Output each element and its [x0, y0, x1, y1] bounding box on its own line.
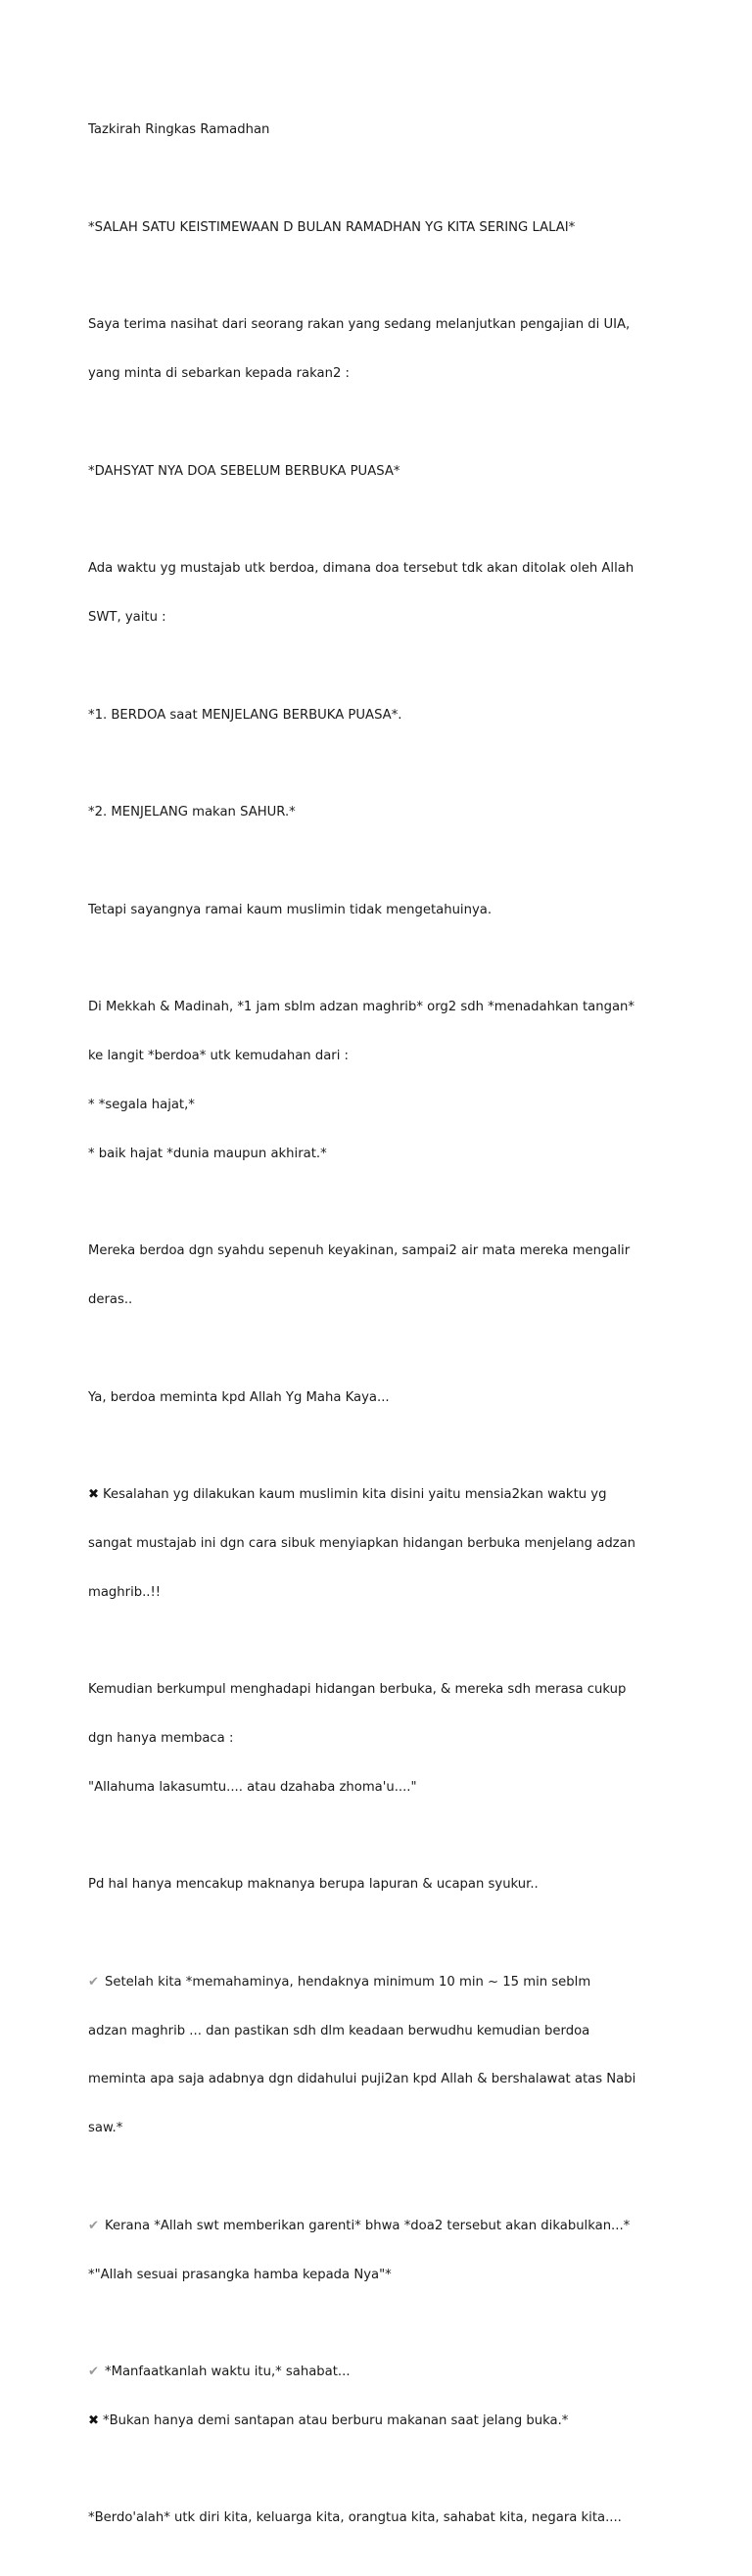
berdoalah-text: *Berdo'alah* utk diri kita, keluarga kita, orangtua kita, sahabat kita, negara kita....	[88, 2510, 622, 2526]
intro-line: Saya terima nasihat dari seorang rakan yang sedang melanjutkan pengajian di UIA,	[88, 317, 631, 333]
tetapi-text: Tetapi sayangnya ramai kaum muslimin tidak mengetahuinya.	[88, 902, 493, 917]
check-icon: ✔	[88, 2365, 100, 2380]
setelah-line: adzan maghrib ... dan pastikan sdh dlm keadaan berwudhu kemudian berdoa	[88, 2023, 590, 2038]
point-two-text: *2. MENJELANG makan SAHUR.*	[88, 805, 296, 820]
mekkah-line: Di Mekkah & Madinah, *1 jam sblm adzan maghrib* org2 sdh *menadahkan tangan*	[88, 1000, 634, 1015]
mekkah-paragraph	[88, 967, 676, 1194]
mereka-line: Mereka berdoa dgn syahdu sepenuh keyakinan, sampai2 air mata mereka mengalir	[88, 1243, 631, 1259]
waktu-paragraph	[88, 529, 676, 659]
document-title	[88, 90, 676, 171]
ya-text: Ya, berdoa meminta kpd Allah Yg Maha Kaya...	[88, 1389, 390, 1405]
pd-text: Pd hal hanya mencakup maknanya berupa lapuran & ucapan syukur..	[88, 1877, 539, 1893]
doa-quote: "Allahuma lakasumtu.... atau dzahaba zhoma'u...."	[88, 1779, 417, 1795]
bukan-text: *Bukan hanya demi santapan atau berburu makanan saat jelang buka.*	[103, 2412, 569, 2428]
intro-line: yang minta di sebarkan kepada rakan2 :	[88, 366, 350, 382]
heading1-text: *SALAH SATU KEISTIMEWAAN D BULAN RAMADHAN YG KITA SERING LALAI*	[88, 219, 576, 235]
kerana-line: *"Allah sesuai prasangka hamba kepada Nya"*	[88, 2267, 392, 2282]
berdoalah-paragraph	[88, 2478, 676, 2559]
setelah-line: meminta apa saja adabnya dgn didahului puji2an kpd Allah & bershalawat atas Nabi	[88, 2072, 636, 2087]
tetapi-paragraph	[88, 870, 676, 952]
kerana-paragraph	[88, 2186, 676, 2317]
kemudian-line: Kemudian berkumpul menghadapi hidangan berbuka, & mereka sdh merasa cukup	[88, 1682, 627, 1698]
document-body	[88, 90, 676, 2576]
hajat-bullet: * baik hajat *dunia maupun akhirat.*	[88, 1146, 327, 1161]
intro-paragraph	[88, 285, 676, 415]
waktu-line: SWT, yaitu :	[88, 610, 166, 625]
heading-dahsyat-doa	[88, 431, 676, 512]
point-two	[88, 773, 676, 854]
check-icon: ✔	[88, 1974, 100, 1990]
manfaat-text: *Manfaatkanlah waktu itu,* sahabat...	[105, 2365, 351, 2380]
mereka-paragraph	[88, 1211, 676, 1341]
kesalahan-line: sangat mustajab ini dgn cara sibuk menyiapkan hidangan berbuka menjelang adzan	[88, 1535, 636, 1551]
mereka-line: deras..	[88, 1291, 133, 1307]
waktu-line: Ada waktu yg mustajab utk berdoa, dimana doa tersebut tdk akan ditolak oleh Allah	[88, 561, 634, 577]
manfaat-paragraph	[88, 2332, 676, 2462]
hajat-bullet: * *segala hajat,*	[88, 1097, 195, 1112]
point-one	[88, 675, 676, 756]
cross-icon: ✖	[88, 2412, 100, 2428]
point-one-text: *1. BERDOA saat MENJELANG BERBUKA PUASA*.	[88, 707, 402, 723]
setelah-line: Setelah kita *memahaminya, hendaknya minimum 10 min ~ 15 min seblm	[105, 1974, 591, 1990]
kemudian-paragraph	[88, 1650, 676, 1829]
kemudian-line: dgn hanya membaca :	[88, 1730, 234, 1746]
kerana-line: Kerana *Allah swt memberikan garenti* bhwa *doa2 tersebut akan dikabulkan...*	[105, 2218, 631, 2233]
heading-keistimewaan	[88, 188, 676, 269]
heading2-text: *DAHSYAT NYA DOA SEBELUM BERBUKA PUASA*	[88, 463, 400, 479]
pd-paragraph	[88, 1845, 676, 1926]
check-icon: ✔	[88, 2218, 100, 2233]
kesalahan-line: Kesalahan yg dilakukan kaum muslimin kita disini yaitu mensia2kan waktu yg	[103, 1487, 607, 1503]
title-text: Tazkirah Ringkas Ramadhan	[88, 122, 270, 138]
ya-paragraph	[88, 1357, 676, 1438]
setelah-paragraph	[88, 1943, 676, 2170]
cross-icon: ✖	[88, 1487, 100, 1503]
kesalahan-paragraph	[88, 1455, 676, 1634]
mekkah-line: ke langit *berdoa* utk kemudahan dari :	[88, 1049, 350, 1064]
setelah-line: saw.*	[88, 2121, 123, 2136]
kesalahan-line: maghrib..!!	[88, 1584, 162, 1600]
